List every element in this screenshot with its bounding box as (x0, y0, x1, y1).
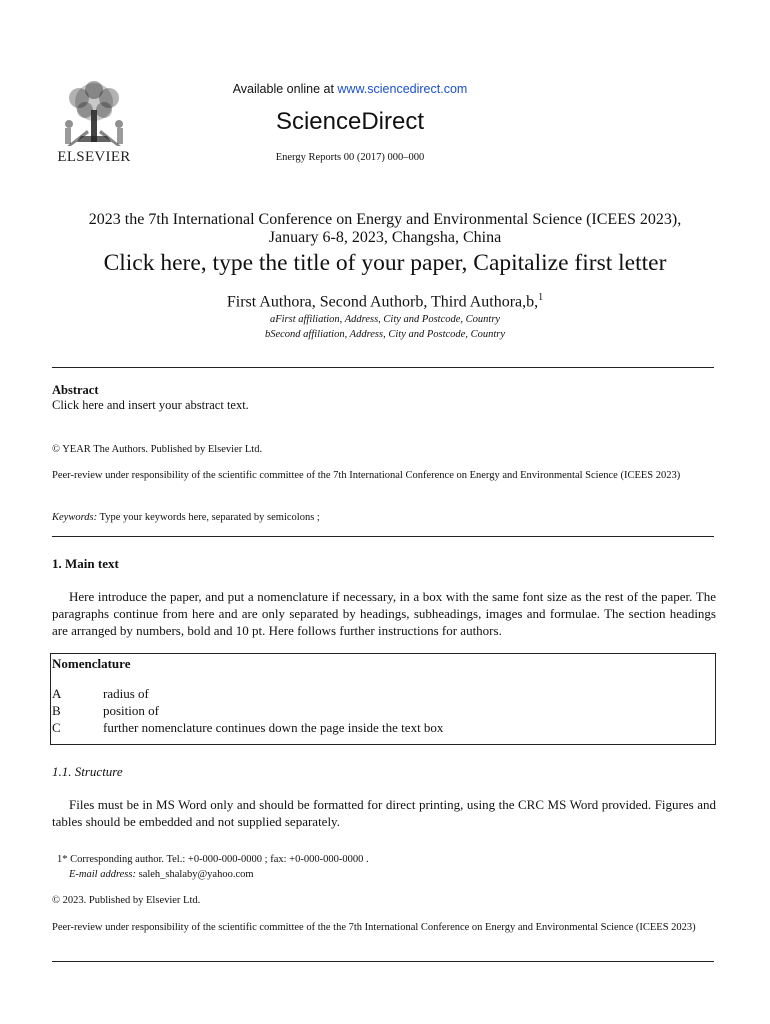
email-address: saleh_shalaby@yahoo.com (135, 869, 254, 880)
nomenclature-desc: radius of (103, 686, 149, 701)
conference-line-2: January 6-8, 2023, Changsha, China (268, 229, 502, 246)
nomenclature-symbol: B (52, 703, 61, 718)
nomenclature-row (52, 685, 149, 702)
keywords-text: Type your keywords here, separated by semicolons ; (97, 512, 320, 523)
nomenclature-row (52, 719, 443, 736)
abstract-peer-review: Peer-review under responsibility of the scientific committee of the 7th International Conference on Energy and Environmental Science (ICEES 2023) (52, 470, 681, 481)
affiliations (100, 312, 670, 342)
footer-copyright: © 2023. Published by Elsevier Ltd. (52, 895, 201, 906)
footnote-contact: 1* Corresponding author. Tel.: +0-000-000-0000 ; fax: +0-000-000-0000 . (57, 854, 369, 865)
publisher-logo-text: ELSEVIER (57, 149, 131, 165)
nomenclature-desc: further nomenclature continues down the page inside the text box (103, 720, 444, 735)
affiliation-a: aFirst affiliation, Address, City and Postcode, Country (269, 314, 501, 325)
section-heading-main-text: 1. Main text (52, 556, 119, 571)
sciencedirect-link[interactable]: www.sciencedirect.com (337, 82, 468, 96)
main-text-paragraph: Here introduce the paper, and put a nomenclature if necessary, in a box with the same font size as the rest of the paper. The paragraphs continue from here and are only separated by headings, subheadings, images and formulae. The section headings are arranged by numbers, bold and 10 pt. Here follows further instructions for authors. (52, 589, 716, 638)
author-list (100, 292, 670, 311)
abstract-text: Click here and insert your abstract text. (52, 398, 249, 412)
authors-superscript: 1 (538, 292, 544, 303)
keywords-label: Keywords: (52, 512, 98, 523)
conference-info (40, 211, 730, 247)
divider-bottom (52, 961, 714, 962)
available-online-prefix: Available online at (232, 82, 338, 96)
nomenclature-symbol: C (52, 720, 61, 735)
footer-peer-review: Peer-review under responsibility of the scientific committee of the the 7th International Conference on Energy and Environmental Science (ICEES 2023) (52, 922, 696, 933)
nomenclature-title: Nomenclature (52, 656, 131, 671)
subsection-heading-structure: 1.1. Structure (52, 764, 123, 779)
abstract-heading: Abstract (52, 383, 99, 397)
email-label: E-mail address: (69, 869, 136, 880)
divider-abstract (52, 536, 714, 537)
available-online-line (150, 82, 550, 96)
nomenclature-desc: position of (103, 703, 159, 718)
authors-text: First Authora, Second Authorb, Third Authora,b, (226, 293, 539, 311)
elsevier-tree-icon (57, 80, 131, 150)
structure-paragraph: Files must be in MS Word only and should be formatted for direct printing, using the CRC MS Word provided. Figures and tables should be embedded and not supplied separately. (52, 797, 716, 829)
abstract-copyright: © YEAR The Authors. Published by Elsevier Ltd. (52, 444, 263, 455)
nomenclature-symbol: A (52, 686, 62, 701)
sciencedirect-brand: ScienceDirect (275, 108, 425, 135)
corresponding-author-footnote (57, 852, 717, 882)
journal-line: Energy Reports 00 (2017) 000–000 (275, 152, 425, 163)
keywords-line (52, 510, 320, 525)
affiliation-b: bSecond affiliation, Address, City and Postcode, Country (264, 329, 506, 340)
paper-title: Click here, type the title of your paper, Capitalize first letter (103, 250, 667, 276)
divider-top (52, 367, 714, 368)
footnote-email-line (57, 867, 717, 882)
nomenclature-row (52, 702, 159, 719)
conference-line-1: 2023 the 7th International Conference on Energy and Environmental Science (ICEES 2023), (88, 211, 682, 228)
